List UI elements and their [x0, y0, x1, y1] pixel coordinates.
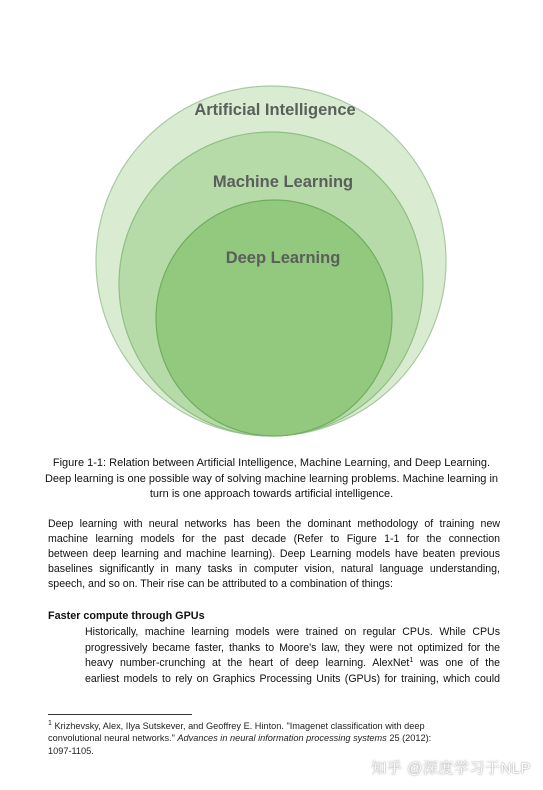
footnote-line: [48, 720, 503, 732]
caption-line: Figure 1-1: Relation between Artificial Intelligence, Machine Learning, and Deep Learning.: [52, 457, 491, 469]
section-line: [85, 656, 500, 672]
zhihu-watermark: 知乎 @深度学习于NLP: [371, 760, 531, 777]
figure-caption: [40, 456, 503, 503]
paragraph-line: between deep learning and machine learning). Deep Learning models have beaten previous: [48, 548, 500, 560]
footnote-reference[interactable]: 1: [409, 657, 414, 664]
section-line: Historically, machine learning models were trained on regular CPUs. While CPUs: [85, 626, 500, 638]
footnote-line: [48, 732, 503, 744]
footnote-text: 25 (2012):: [386, 733, 432, 744]
footnote: [48, 720, 503, 757]
deep-learning-label: Deep Learning: [225, 249, 341, 267]
section-line-text: heavy number-crunching at the heart of deep learning. AlexNet: [85, 657, 410, 669]
paragraph-line: speech, and so on. Their rise can be attributed to a combination of things:: [48, 578, 393, 590]
paragraph-line: Deep learning with neural networks has been the dominant methodology of training new: [48, 518, 500, 530]
caption-line: turn is one approach towards artificial intelligence.: [149, 488, 394, 500]
section-paragraph: [85, 625, 500, 687]
section-heading: Faster compute through GPUs: [48, 610, 205, 622]
paragraph-line: baselines significantly in many tasks in computer vision, natural language understanding,: [48, 563, 500, 575]
footnote-marker: 1: [48, 720, 52, 727]
deep-learning-circle: [156, 200, 392, 436]
machine-learning-label: Machine Learning: [212, 173, 354, 191]
section-line: progressively became faster, thanks to Moore's law, they were not optimized for the: [85, 641, 500, 654]
caption-line: Deep learning is one possible way of solving machine learning problems. Machine learning in: [44, 472, 499, 485]
footnote-text: Krizhevsky, Alex, Ilya Sutskever, and Geoffrey E. Hinton. "Imagenet classification with deep: [51, 721, 425, 731]
artificial-intelligence-label: Artificial Intelligence: [194, 101, 356, 119]
footnote-line: 1097-1105.: [48, 745, 94, 756]
section-line: earliest models to rely on Graphics Processing Units (GPUs) for training, which could: [85, 672, 500, 685]
footnote-text: convolutional neural networks.": [48, 733, 178, 744]
intro-paragraph: [48, 517, 500, 592]
paragraph-line: machine learning models for the past decade (Refer to Figure 1-1 for the connection: [48, 533, 500, 545]
footnote-divider: [48, 714, 192, 715]
footnote-journal: Advances in neural information processing systems: [177, 733, 387, 744]
section-line-text: was one of the: [413, 657, 500, 669]
